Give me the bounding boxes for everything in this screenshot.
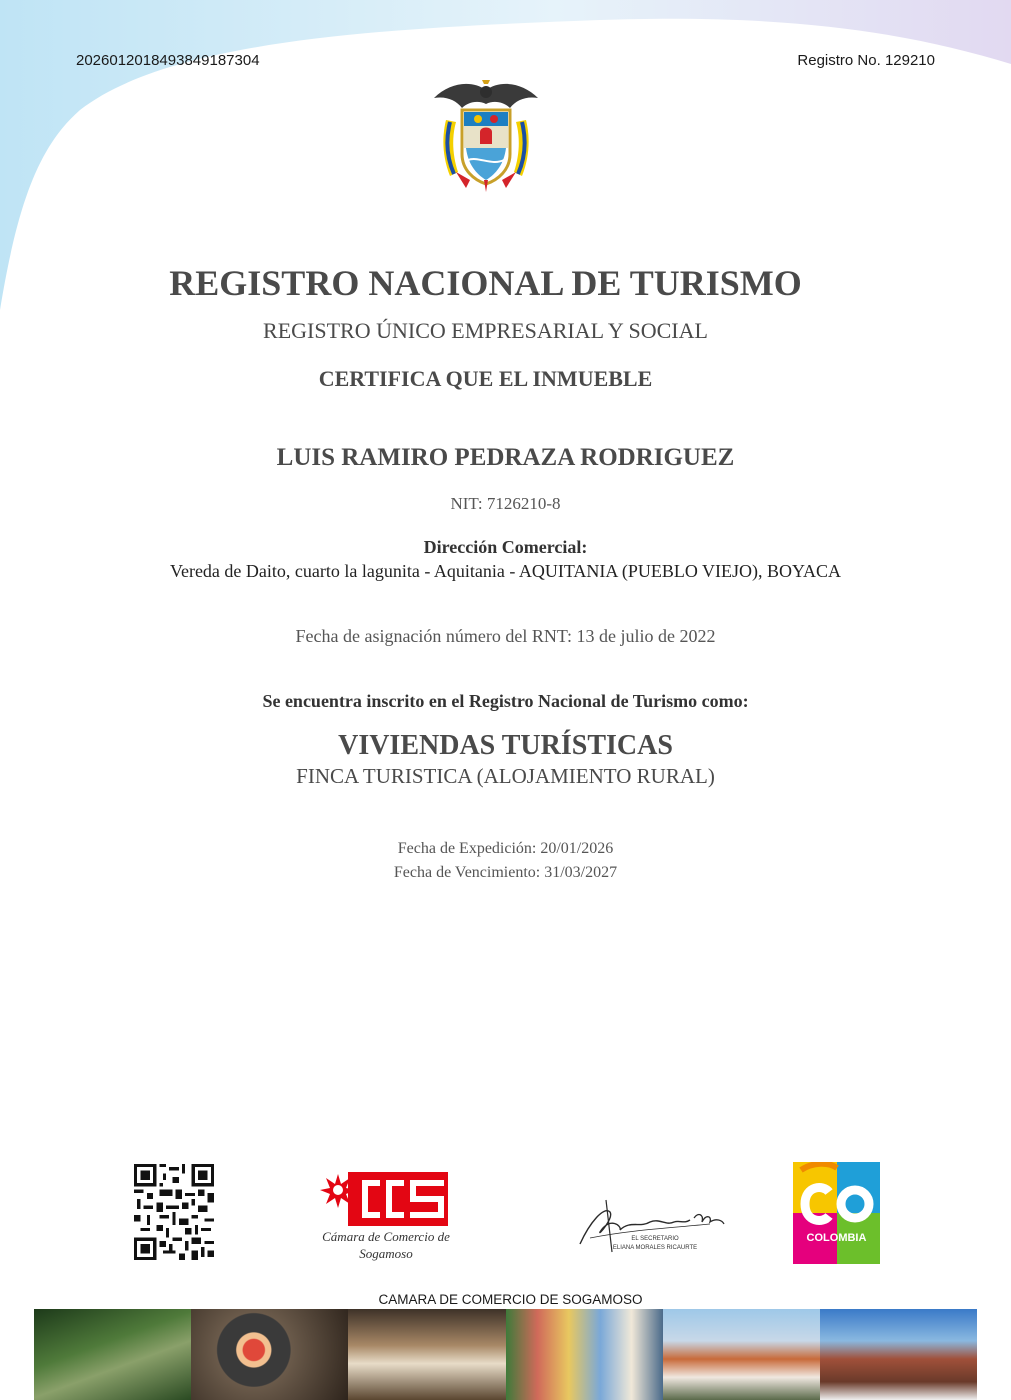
photo-colonial-street	[506, 1309, 663, 1400]
footer-chamber-name: CAMARA DE COMERCIO DE SOGAMOSO	[378, 1292, 643, 1307]
address-value: Vereda de Daito, cuarto la lagunita - Aquitania - AQUITANIA (PUEBLO VIEJO), BOYACA	[169, 561, 842, 581]
colombia-coat-of-arms-icon	[432, 76, 540, 194]
address-label: Dirección Comercial:	[423, 537, 588, 557]
signature-name: ELIANA MORALES RICAURTE	[612, 1245, 698, 1251]
tourism-photo-strip	[34, 1309, 977, 1400]
colombia-logo-label: COLOMBIA	[806, 1232, 867, 1244]
inscription-statement: Se encuentra inscrito en el Registro Nacional de Turismo como:	[262, 691, 749, 711]
ccs-logo-icon	[318, 1168, 454, 1228]
photo-musicians	[348, 1309, 505, 1400]
photo-colonial-building	[663, 1309, 820, 1400]
expiry-date: Fecha de Vencimiento: 31/03/2027	[393, 864, 618, 881]
tourism-category: VIVIENDAS TURÍSTICAS	[338, 730, 673, 761]
rnt-assignment-date: Fecha de asignación número del RNT: 13 de julio de 2022	[295, 626, 716, 646]
ccs-logo-label: Cámara de Comercio de Sogamoso	[322, 1229, 450, 1261]
qr-code-icon[interactable]	[134, 1163, 214, 1261]
certifica-heading: CERTIFICA QUE EL INMUEBLE	[318, 366, 653, 391]
tourism-subcategory: FINCA TURISTICA (ALOJAMIENTO RURAL)	[296, 764, 715, 788]
owner-name: LUIS RAMIRO PEDRAZA RODRIGUEZ	[276, 444, 735, 471]
certificate-subtitle: REGISTRO ÚNICO EMPRESARIAL Y SOCIAL	[263, 318, 708, 343]
nit-number: NIT: 7126210-8	[450, 494, 561, 513]
photo-rock-formation	[820, 1309, 977, 1400]
registro-number: Registro No. 129210	[797, 52, 935, 69]
secretary-signature-icon	[570, 1192, 730, 1262]
photo-forest	[34, 1309, 191, 1400]
certificate-code: 2026012018493849187304	[76, 52, 260, 69]
photo-king-vulture	[191, 1309, 348, 1400]
certificate-title: REGISTRO NACIONAL DE TURISMO	[169, 263, 802, 303]
colombia-co-logo-icon	[793, 1162, 880, 1264]
signature-role: EL SECRETARIO	[631, 1236, 679, 1242]
issue-date: Fecha de Expedición: 20/01/2026	[397, 840, 614, 857]
